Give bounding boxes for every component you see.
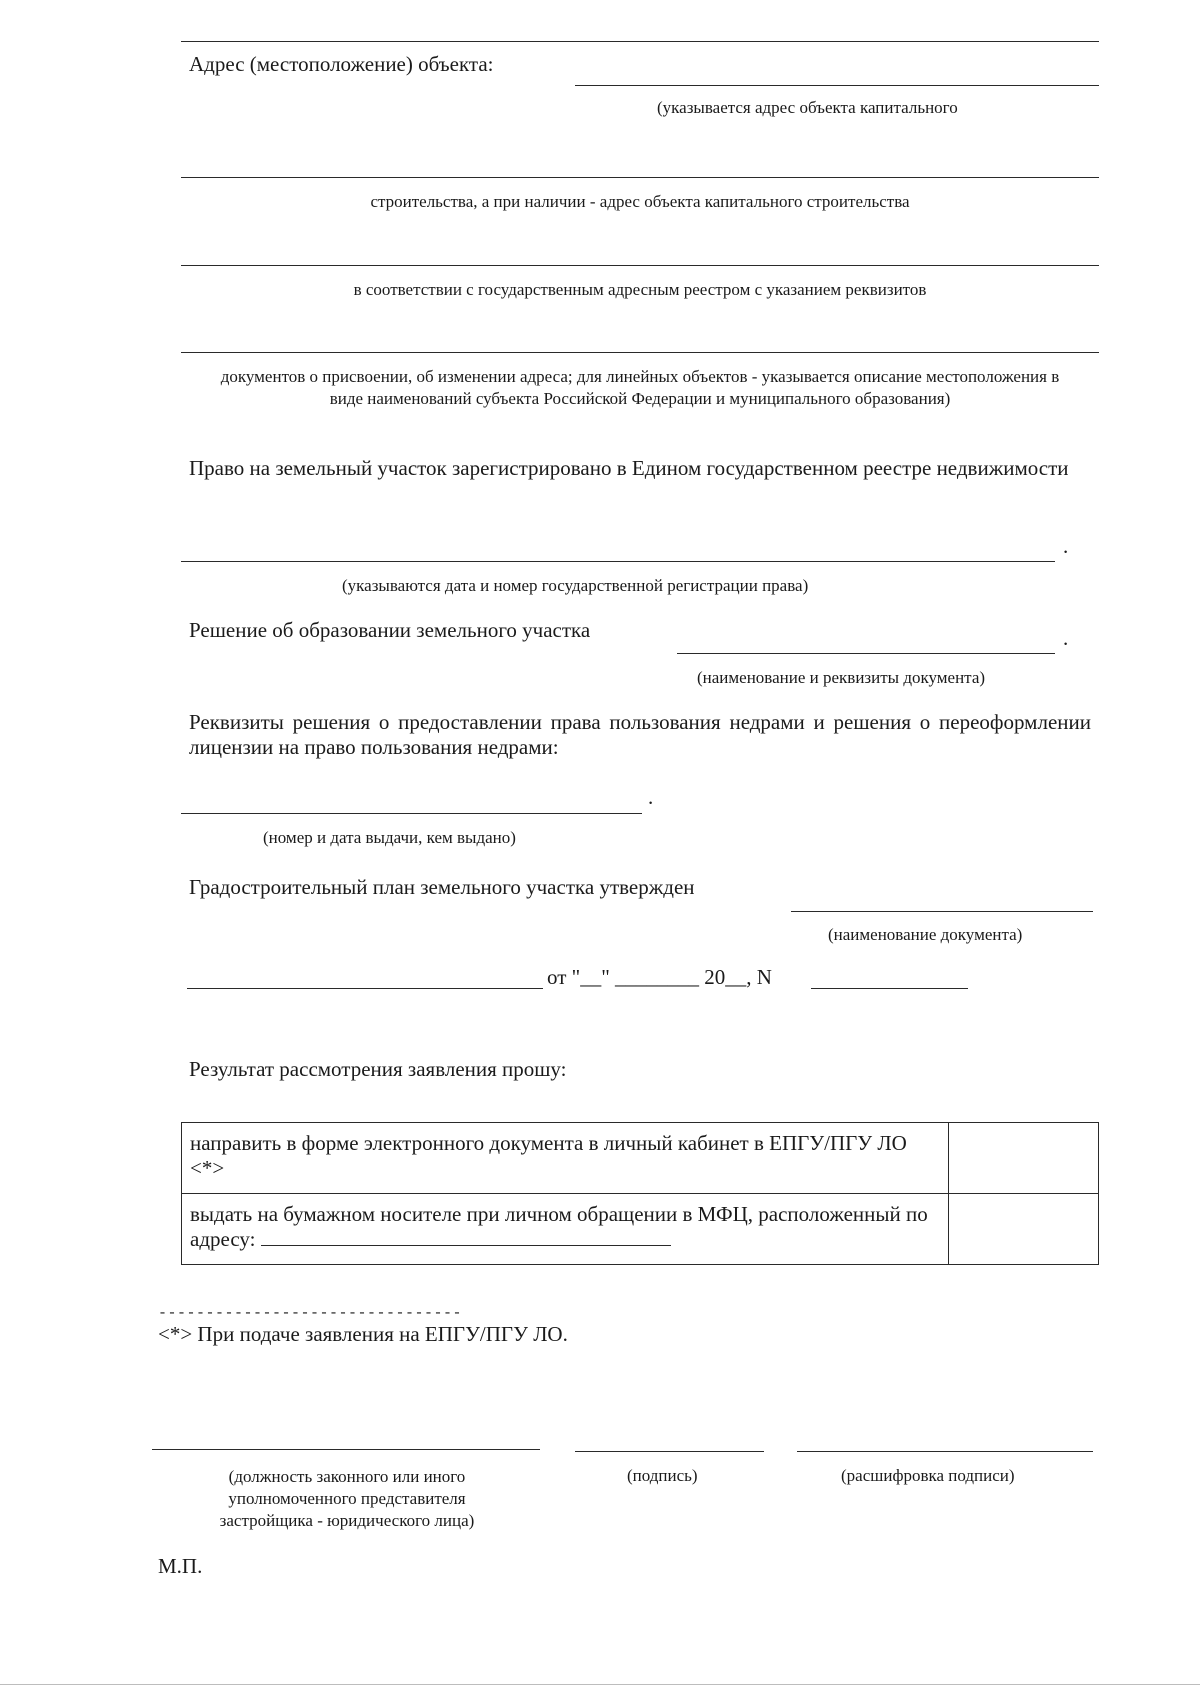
land-right-field-line[interactable] (181, 561, 1055, 562)
signature-sign-caption: (подпись) (627, 1466, 698, 1485)
gpzu-field-line[interactable] (791, 911, 1093, 912)
result-options-table (181, 1122, 1099, 1265)
gpzu-date-line: от "__" ________ 20__, N (547, 965, 772, 989)
subsoil-text: Реквизиты решения о предоставлении права пользования недрами и решения о переоформлении лицензии на право пользования недрами: (189, 710, 1091, 759)
subsoil-dot: . (648, 785, 654, 809)
gpzu-label: Градостроительный план земельного участка утвержден (189, 875, 695, 899)
result-label: Результат рассмотрения заявления прошу: (189, 1057, 567, 1081)
land-formation-label: Решение об образовании земельного участка (189, 618, 591, 642)
result-option-2-address-field[interactable] (261, 1229, 671, 1246)
gpzu-document-field[interactable] (187, 988, 543, 989)
subsoil-caption: (номер и дата выдачи, кем выдано) (263, 828, 516, 847)
result-option-1-checkbox[interactable] (949, 1123, 1099, 1194)
address-field-line-4[interactable] (181, 352, 1099, 353)
top-rule (181, 41, 1099, 42)
land-right-dot: . (1063, 534, 1069, 558)
address-caption-3: в соответствии с государственным адресным реестром с указанием реквизитов (353, 280, 927, 299)
land-formation-field-line[interactable] (677, 653, 1055, 654)
land-right-text: Право на земельный участок зарегистрировано в Едином государственном реестре недвижимости (189, 456, 1069, 480)
signature-position-caption: (должность законного или иного уполномоченного представителя застройщика - юридического лица) (219, 1467, 475, 1530)
address-caption-2: строительства, а при наличии - адрес объекта капитального строительства (370, 192, 910, 211)
result-option-2-text: выдать на бумажном носителе при личном обращении в МФЦ, расположенный по адресу: (190, 1202, 928, 1251)
address-field-line-2[interactable] (181, 177, 1099, 178)
subsoil-field-line[interactable] (181, 813, 642, 814)
stamp-label: М.П. (158, 1554, 203, 1578)
address-field-line-3[interactable] (181, 265, 1099, 266)
result-option-2-checkbox[interactable] (949, 1194, 1099, 1265)
land-right-caption: (указываются дата и номер государственной регистрации права) (342, 576, 809, 595)
bottom-rule (0, 1684, 1200, 1685)
signature-decode-line[interactable] (797, 1451, 1093, 1452)
address-field-line-1[interactable] (575, 85, 1099, 86)
address-label: Адрес (местоположение) объекта: (189, 52, 494, 76)
address-caption-4: документов о присвоении, об изменении адреса; для линейных объектов - указывается описание местоположения в виде наименований субъекта Российской Федерации и муниципального образования) (220, 367, 1060, 408)
signature-decode-caption: (расшифровка подписи) (841, 1466, 1015, 1485)
address-caption-1: (указывается адрес объекта капитального (657, 98, 958, 117)
gpzu-caption: (наименование документа) (828, 925, 1023, 944)
result-option-1-text: направить в форме электронного документа в личный кабинет в ЕПГУ/ПГУ ЛО <*> (182, 1123, 949, 1194)
result-option-row (182, 1123, 1099, 1194)
signature-sign-line[interactable] (575, 1451, 764, 1452)
footnote-text: <*> При подаче заявления на ЕПГУ/ПГУ ЛО. (158, 1322, 568, 1346)
land-formation-caption: (наименование и реквизиты документа) (697, 668, 986, 687)
result-option-row (182, 1194, 1099, 1265)
land-formation-dot: . (1063, 626, 1069, 650)
signature-position-line[interactable] (152, 1449, 540, 1450)
gpzu-number-field[interactable] (811, 988, 968, 989)
result-option-2-cell (182, 1194, 949, 1265)
footnote-separator: -------------------------------- (158, 1305, 463, 1322)
